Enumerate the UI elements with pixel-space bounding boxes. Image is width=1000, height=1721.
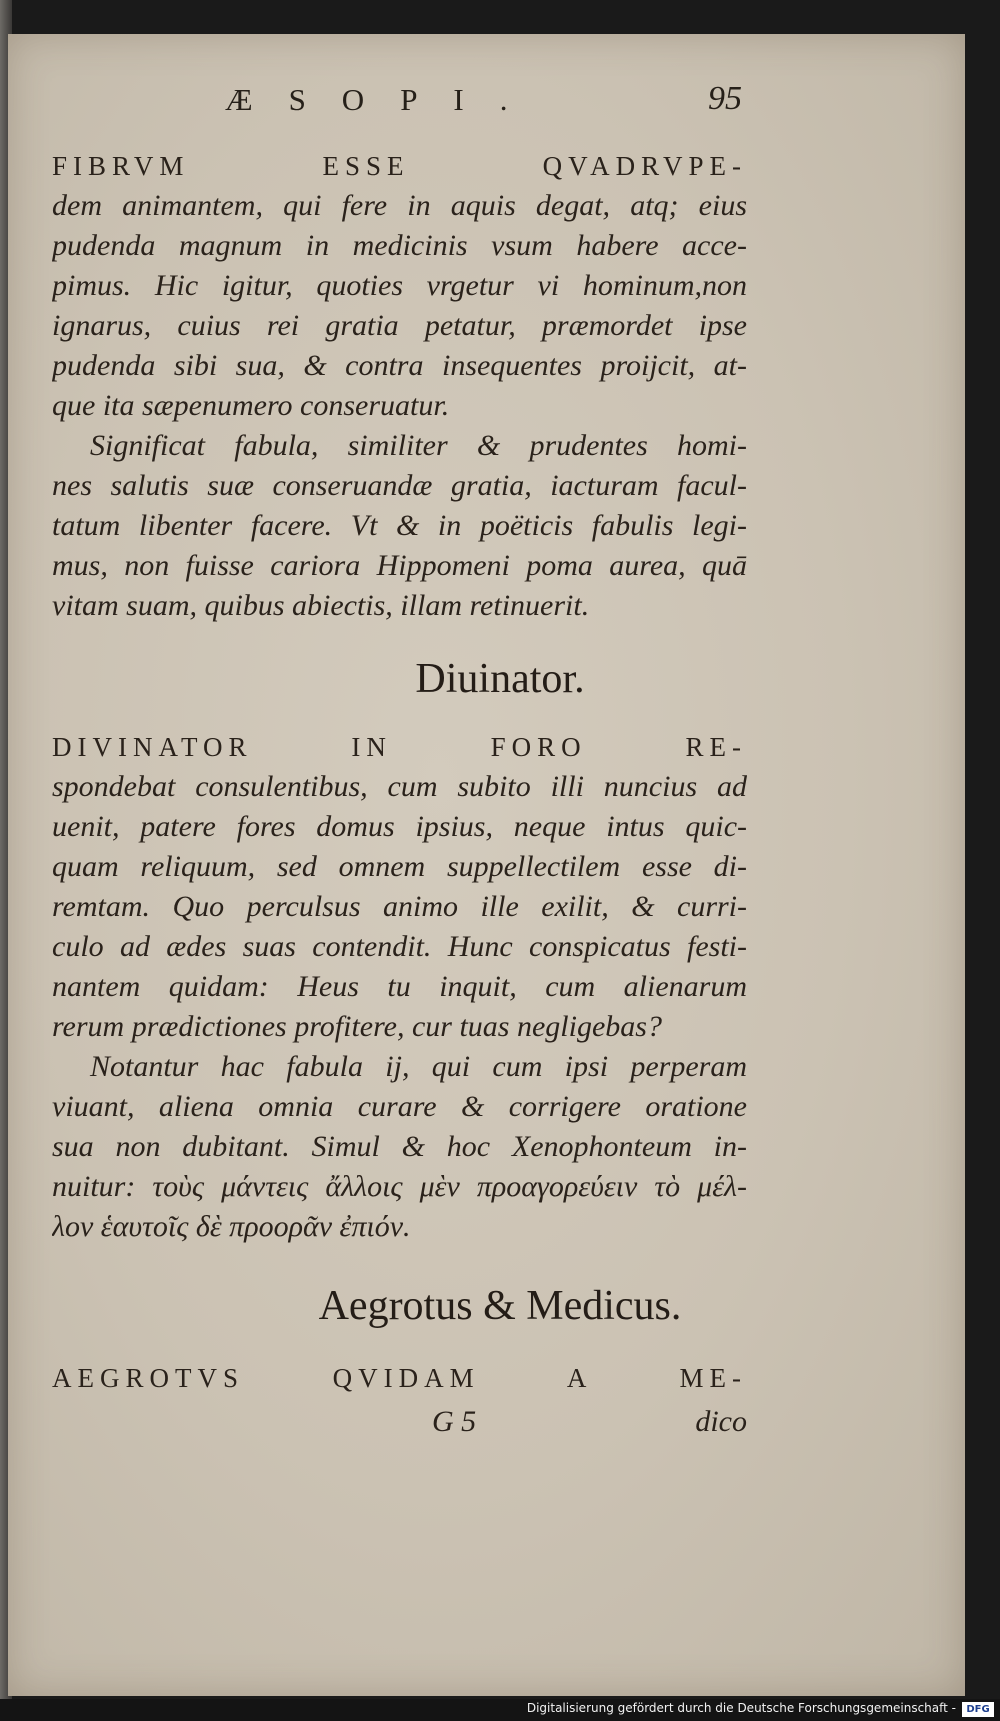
digitization-credit: Digitalisierung gefördert durch die Deutsche Forschungsgemeinschaft - — [526, 1701, 956, 1715]
page-header — [0, 82, 1000, 122]
text-line: pimus. Hic igitur, quoties vrgetur vi hominum,non — [52, 269, 747, 302]
moral-line: vitam suam, quibus abiectis, illam retinuerit. — [52, 589, 590, 622]
page-number: 95 — [708, 80, 742, 117]
dfg-logo: DFG — [962, 1702, 994, 1717]
text-line: quam reliquum, sed omnem suppellectilem esse di- — [52, 850, 747, 883]
text-line: culo ad ædes suas contendit. Hunc conspicatus festi- — [52, 930, 747, 963]
fable-diuinator-opening-line: DIVINATOR IN FORO RE- — [52, 732, 747, 762]
text-line: nantem quidam: Heus tu inquit, cum alienarum — [52, 970, 747, 1003]
moral-line: nes salutis suæ conseruandæ gratia, iacturam facul- — [52, 469, 747, 502]
text-line: pudenda sibi sua, & contra insequentes proijcit, at- — [52, 349, 747, 382]
footer-bar — [0, 1699, 1000, 1721]
page-foot-line — [52, 1405, 747, 1445]
fable-fiber-opening-line: FIBRVM ESSE QVADRVPE- — [52, 151, 747, 181]
moral-line: sua non dubitant. Simul & hoc Xenophonteum in- — [52, 1130, 747, 1163]
moral-line-greek: nuitur: τοὺς μάντεις ἄλλοις μὲν προαγορεύειν τὸ μέλ- — [52, 1170, 747, 1203]
text-line: que ita sæpenumero conseruatur. — [52, 389, 450, 422]
moral-line: tatum libenter facere. Vt & in poëticis fabulis legi- — [52, 509, 747, 542]
moral-line: mus, non fuisse cariora Hippomeni poma aurea, quā — [52, 549, 747, 582]
signature-mark: G 5 — [432, 1405, 477, 1438]
moral-line: Significat fabula, similiter & prudentes homi- — [90, 429, 747, 462]
fable-diuinator-text — [52, 727, 747, 1247]
moral-line-greek: λον ἑαυτοῖς δὲ προορᾶν ἐπιόν. — [52, 1210, 411, 1243]
fable-title-aegrotus: Aegrotus & Medicus. — [318, 1283, 682, 1329]
text-line: pudenda magnum in medicinis vsum habere acce- — [52, 229, 747, 262]
text-line: remtam. Quo perculsus animo ille exilit, & curri- — [52, 890, 747, 923]
text-line: ignarus, cuius rei gratia petatur, præmordet ipse — [52, 309, 747, 342]
moral-line: Notantur hac fabula ij, qui cum ipsi perperam — [90, 1050, 747, 1083]
fable-aegrotus-opening-line: AEGROTVS QVIDAM A ME- — [52, 1363, 747, 1393]
text-line: rerum prædictiones profitere, cur tuas negligebas? — [52, 1010, 662, 1043]
fable-aegrotus-text — [52, 1358, 747, 1398]
moral-line: viuant, aliena omnia curare & corrigere oratione — [52, 1090, 747, 1123]
text-line: dem animantem, qui fere in aquis degat, atq; eius — [52, 189, 747, 222]
catchword: dico — [695, 1405, 747, 1438]
fable-title-diuinator: Diuinator. — [415, 656, 585, 702]
fable-fiber-text — [52, 146, 747, 626]
text-line: spondebat consulentibus, cum subito illi nuncius ad — [52, 770, 747, 803]
running-title: ÆSOPI. — [225, 82, 544, 117]
text-line: uenit, patere fores domus ipsius, neque intus quic- — [52, 810, 747, 843]
